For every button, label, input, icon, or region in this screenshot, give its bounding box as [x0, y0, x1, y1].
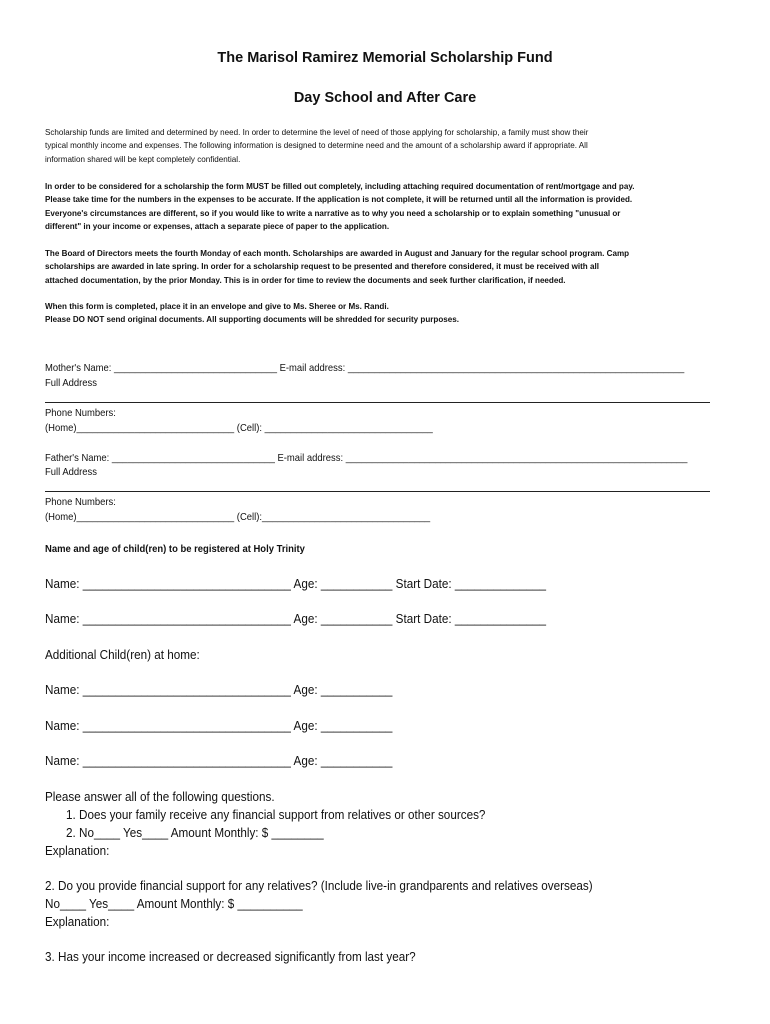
question-1: 1. Does your family receive any financial support from relatives or other sources?: [66, 807, 486, 822]
mother-name-email-field[interactable]: Mother's Name: _______________________________ E-mail address: ________________________________________________________________: [45, 362, 685, 374]
question-3: 3. Has your income increased or decreased significantly from last year?: [45, 949, 416, 964]
mother-phone-label: Phone Numbers:: [45, 407, 116, 419]
father-phone-field[interactable]: (Home)______________________________ (Cell):________________________________: [45, 511, 431, 523]
additional-child-row-1[interactable]: Name: ________________________________ Age: ___________: [45, 682, 393, 697]
intro-p2-line: In order to be considered for a scholarship the form MUST be filled out completely, including attaching required documentation of rent/mortgage and pay.: [45, 181, 635, 191]
intro-p3-line: attached documentation, by the prior Monday. This is in order for time to review the documents and seek further clarification, if needed.: [45, 274, 566, 285]
father-name-email-field[interactable]: Father's Name: _______________________________ E-mail address: _________________________________________________________________: [45, 452, 688, 464]
child-row-1[interactable]: Name: ________________________________ Age: ___________ Start Date: ______________: [45, 576, 546, 591]
intro-paragraph-1: [45, 126, 694, 166]
additional-child-row-3[interactable]: Name: ________________________________ Age: ___________: [45, 753, 393, 768]
intro-paragraph-3: [45, 247, 694, 287]
mother-address-label: Full Address: [45, 377, 98, 389]
form-title: The Marisol Ramirez Memorial Scholarship Fund: [217, 50, 553, 66]
mother-phone-field[interactable]: (Home)______________________________ (Cell): ________________________________: [45, 422, 433, 434]
intro-p3-line: scholarships are awarded in late spring. In order for a scholarship request to be presented and therefore considered, it must be received with all: [45, 261, 599, 272]
intro-paragraph-2: [45, 180, 694, 233]
intro-p1-line: typical monthly income and expenses. The following information is designed to determine need and the amount of a scholarship award if appropriate. All: [45, 140, 588, 151]
intro-p4-line: When this form is completed, place it in an envelope and give to Ms. Sheree or Ms. Randi.: [45, 301, 389, 311]
intro-p2-line: different" in your income or expenses, attach a separate piece of paper to the application.: [45, 220, 390, 231]
question-2-explanation[interactable]: Explanation:: [45, 914, 110, 929]
question-1-explanation[interactable]: Explanation:: [45, 843, 110, 858]
intro-p3-line: The Board of Directors meets the fourth Monday of each month. Scholarships are awarded in August and January for the regular school program. Camp: [45, 248, 630, 258]
question-2-answer-field[interactable]: No____ Yes____ Amount Monthly: $ __________: [45, 896, 303, 911]
intro-paragraph-4: [45, 300, 694, 327]
mother-address-line[interactable]: [45, 402, 710, 403]
intro-p2-line: Please take time for the numbers in the expenses to be accurate. If the application is not complete, it will be returned until all the information is provided.: [45, 194, 633, 205]
form-subtitle: Day School and After Care: [293, 90, 477, 106]
intro-p4-line: Please DO NOT send original documents. All supporting documents will be shredded for security purposes.: [45, 314, 460, 325]
question-2: 2. Do you provide financial support for any relatives? (Include live-in grandparents and relatives overseas): [45, 878, 593, 893]
children-heading: Name and age of child(ren) to be registered at Holy Trinity: [45, 543, 305, 555]
father-address-line[interactable]: [45, 491, 710, 492]
intro-p1-line: Scholarship funds are limited and determined by need. In order to determine the level of need of those applying for scholarship, a family must show their: [45, 127, 589, 137]
question-1-answer-field[interactable]: 2. No____ Yes____ Amount Monthly: $ ________: [66, 825, 324, 840]
questions-intro: Please answer all of the following questions.: [45, 789, 275, 804]
additional-children-label: Additional Child(ren) at home:: [45, 647, 200, 662]
father-phone-label: Phone Numbers:: [45, 496, 116, 508]
additional-child-row-2[interactable]: Name: ________________________________ Age: ___________: [45, 718, 393, 733]
father-address-label: Full Address: [45, 466, 98, 478]
child-row-2[interactable]: Name: ________________________________ Age: ___________ Start Date: ______________: [45, 611, 546, 626]
intro-p1-line: information shared will be kept completely confidential.: [45, 153, 241, 164]
intro-p2-line: Everyone's circumstances are different, so if you would like to write a narrative as to why you need a scholarship or to explain something "unusual or: [45, 207, 621, 218]
